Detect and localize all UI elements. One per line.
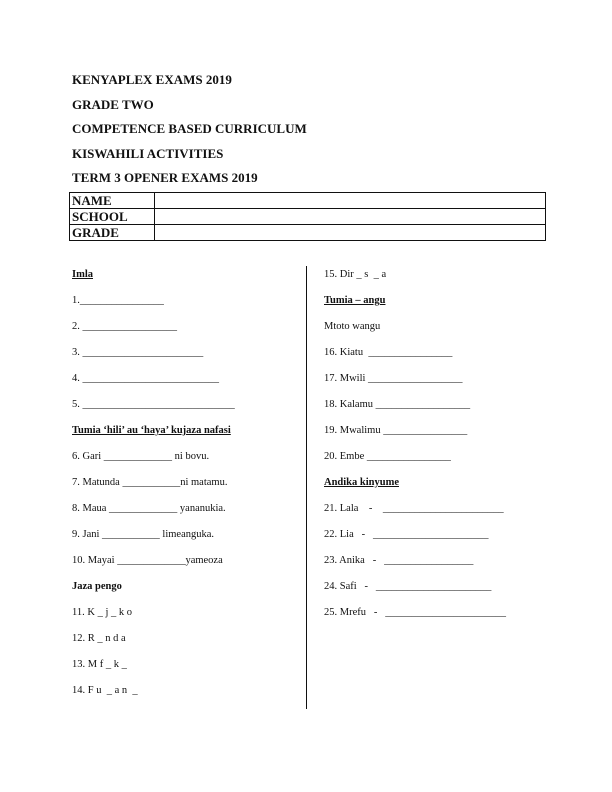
- table-row: [70, 193, 546, 209]
- question-9: 9. Jani ___________ limeanguka.: [72, 529, 215, 540]
- question-24: 24. Safi - ______________________: [324, 581, 492, 592]
- question-15: 15. Dir _ s _ a: [324, 269, 387, 280]
- header-line-curriculum: COMPETENCE BASED CURRICULUM: [72, 121, 307, 136]
- question-6: 6. Gari _____________ ni bovu.: [72, 451, 210, 462]
- question-1: 1.________________: [72, 295, 164, 306]
- header-line-grade: GRADE TWO: [72, 96, 154, 112]
- question-3: 3. _______________________: [72, 347, 204, 358]
- header-line-org: KENYAPLEX EXAMS 2019: [72, 72, 232, 87]
- exam-header: [72, 70, 307, 193]
- question-10: 10. Mayai _____________yameoza: [72, 555, 223, 566]
- question-11: 11. K _ j _ k o: [72, 607, 132, 618]
- question-19: 19. Mwalimu ________________: [324, 425, 468, 436]
- student-info-table: [69, 192, 546, 241]
- name-label: NAME: [70, 193, 155, 209]
- header-line-term: TERM 3 OPENER EXAMS 2019: [72, 170, 258, 185]
- section-heading-tumia-angu: Tumia – angu: [324, 295, 386, 306]
- name-field[interactable]: [155, 193, 546, 209]
- question-5: 5. _____________________________: [72, 399, 235, 410]
- question-25: 25. Mrefu - _______________________: [324, 607, 506, 618]
- table-row: [70, 209, 546, 225]
- question-20: 20. Embe ________________: [324, 451, 451, 462]
- question-2: 2. __________________: [72, 321, 177, 332]
- question-7: 7. Matunda ___________ni matamu.: [72, 477, 228, 488]
- right-column: [324, 266, 506, 630]
- grade-field[interactable]: [155, 225, 546, 241]
- question-17: 17. Mwili __________________: [324, 373, 463, 384]
- grade-label: GRADE: [70, 225, 155, 241]
- section-heading-andika-kinyume: Andika kinyume: [324, 477, 399, 488]
- section-heading-jaza-pengo: Jaza pengo: [72, 581, 122, 592]
- left-column: [72, 266, 235, 708]
- school-label: SCHOOL: [70, 209, 155, 225]
- question-14: 14. F u _ a n _: [72, 685, 138, 696]
- question-13: 13. M f _ k _: [72, 659, 127, 670]
- column-divider: [306, 266, 307, 709]
- question-23: 23. Anika - _________________: [324, 555, 474, 566]
- example-mtoto-wangu: Mtoto wangu: [324, 321, 381, 332]
- section-heading-hili-haya: Tumia ‘hili’ au ‘haya’ kujaza nafasi: [72, 425, 231, 436]
- school-field[interactable]: [155, 209, 546, 225]
- question-8: 8. Maua _____________ yananukia.: [72, 503, 226, 514]
- question-16: 16. Kiatu ________________: [324, 347, 453, 358]
- question-12: 12. R _ n d a: [72, 633, 126, 644]
- question-18: 18. Kalamu __________________: [324, 399, 471, 410]
- question-4: 4. __________________________: [72, 373, 219, 384]
- question-21: 21. Lala - _______________________: [324, 503, 504, 514]
- header-line-subject: KISWAHILI ACTIVITIES: [72, 145, 224, 161]
- table-row: [70, 225, 546, 241]
- question-22: 22. Lia - ______________________: [324, 529, 489, 540]
- section-heading-imla: Imla: [72, 269, 93, 280]
